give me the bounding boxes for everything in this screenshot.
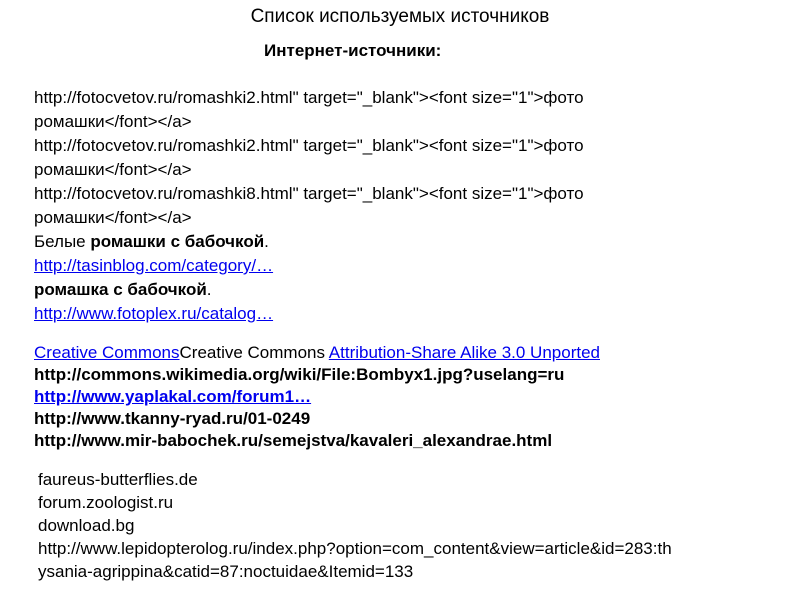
link-creative-commons[interactable]: Creative Commons: [34, 343, 180, 362]
caption-bold: ромашка с бабочкой: [34, 280, 207, 299]
license-line: [34, 342, 774, 364]
link-cc-license[interactable]: Attribution-Share Alike 3.0 Unported: [328, 343, 600, 362]
source-line: faureus-butterflies.de: [38, 470, 198, 489]
source-line: ysania-agrippina&catid=87:noctuidae&Itemid=133: [38, 562, 414, 581]
caption-bold: ромашки с бабочкой: [90, 232, 265, 251]
source-line: ромашки</font></a>: [34, 112, 192, 131]
source-line: download.bg: [38, 516, 135, 535]
section-heading-internet-sources: Интернет-источники:: [264, 41, 442, 60]
source-line: http://www.tkanny-ryad.ru/01-0249: [34, 409, 311, 428]
source-line: http://fotocvetov.ru/romashki8.html" target="_blank"><font size="1">фото: [34, 184, 584, 203]
link-fotoplex[interactable]: http://www.fotoplex.ru/catalog…: [34, 304, 274, 323]
sources-block-2: [34, 342, 774, 452]
source-line: http://www.lepidopterolog.ru/index.php?option=com_content&view=article&id=283:th: [38, 539, 672, 558]
link-yaplakal[interactable]: http://www.yaplakal.com/forum1…: [34, 387, 312, 406]
link-tasinblog[interactable]: http://tasinblog.com/category/…: [34, 256, 274, 275]
page-title: Список используемых источников: [250, 6, 550, 27]
caption-text: .: [264, 232, 269, 251]
caption-text: Белые: [34, 232, 91, 251]
source-line: http://fotocvetov.ru/romashki2.html" target="_blank"><font size="1">фото: [34, 88, 584, 107]
source-line: forum.zoologist.ru: [38, 493, 174, 512]
source-caption: [34, 230, 734, 254]
license-text: Creative Commons: [179, 343, 329, 362]
source-line: ромашки</font></a>: [34, 160, 192, 179]
caption-text: .: [206, 280, 212, 299]
sources-block-1: [34, 86, 734, 326]
sources-block-3: [38, 468, 788, 583]
source-line: http://commons.wikimedia.org/wiki/File:Bombyx1.jpg?uselang=ru: [34, 365, 565, 384]
source-line: ромашки</font></a>: [34, 208, 192, 227]
source-line: http://www.mir-babochek.ru/semejstva/kavaleri_alexandrae.html: [34, 431, 553, 450]
source-line: http://fotocvetov.ru/romashki2.html" target="_blank"><font size="1">фото: [34, 136, 584, 155]
source-caption: [34, 278, 734, 302]
